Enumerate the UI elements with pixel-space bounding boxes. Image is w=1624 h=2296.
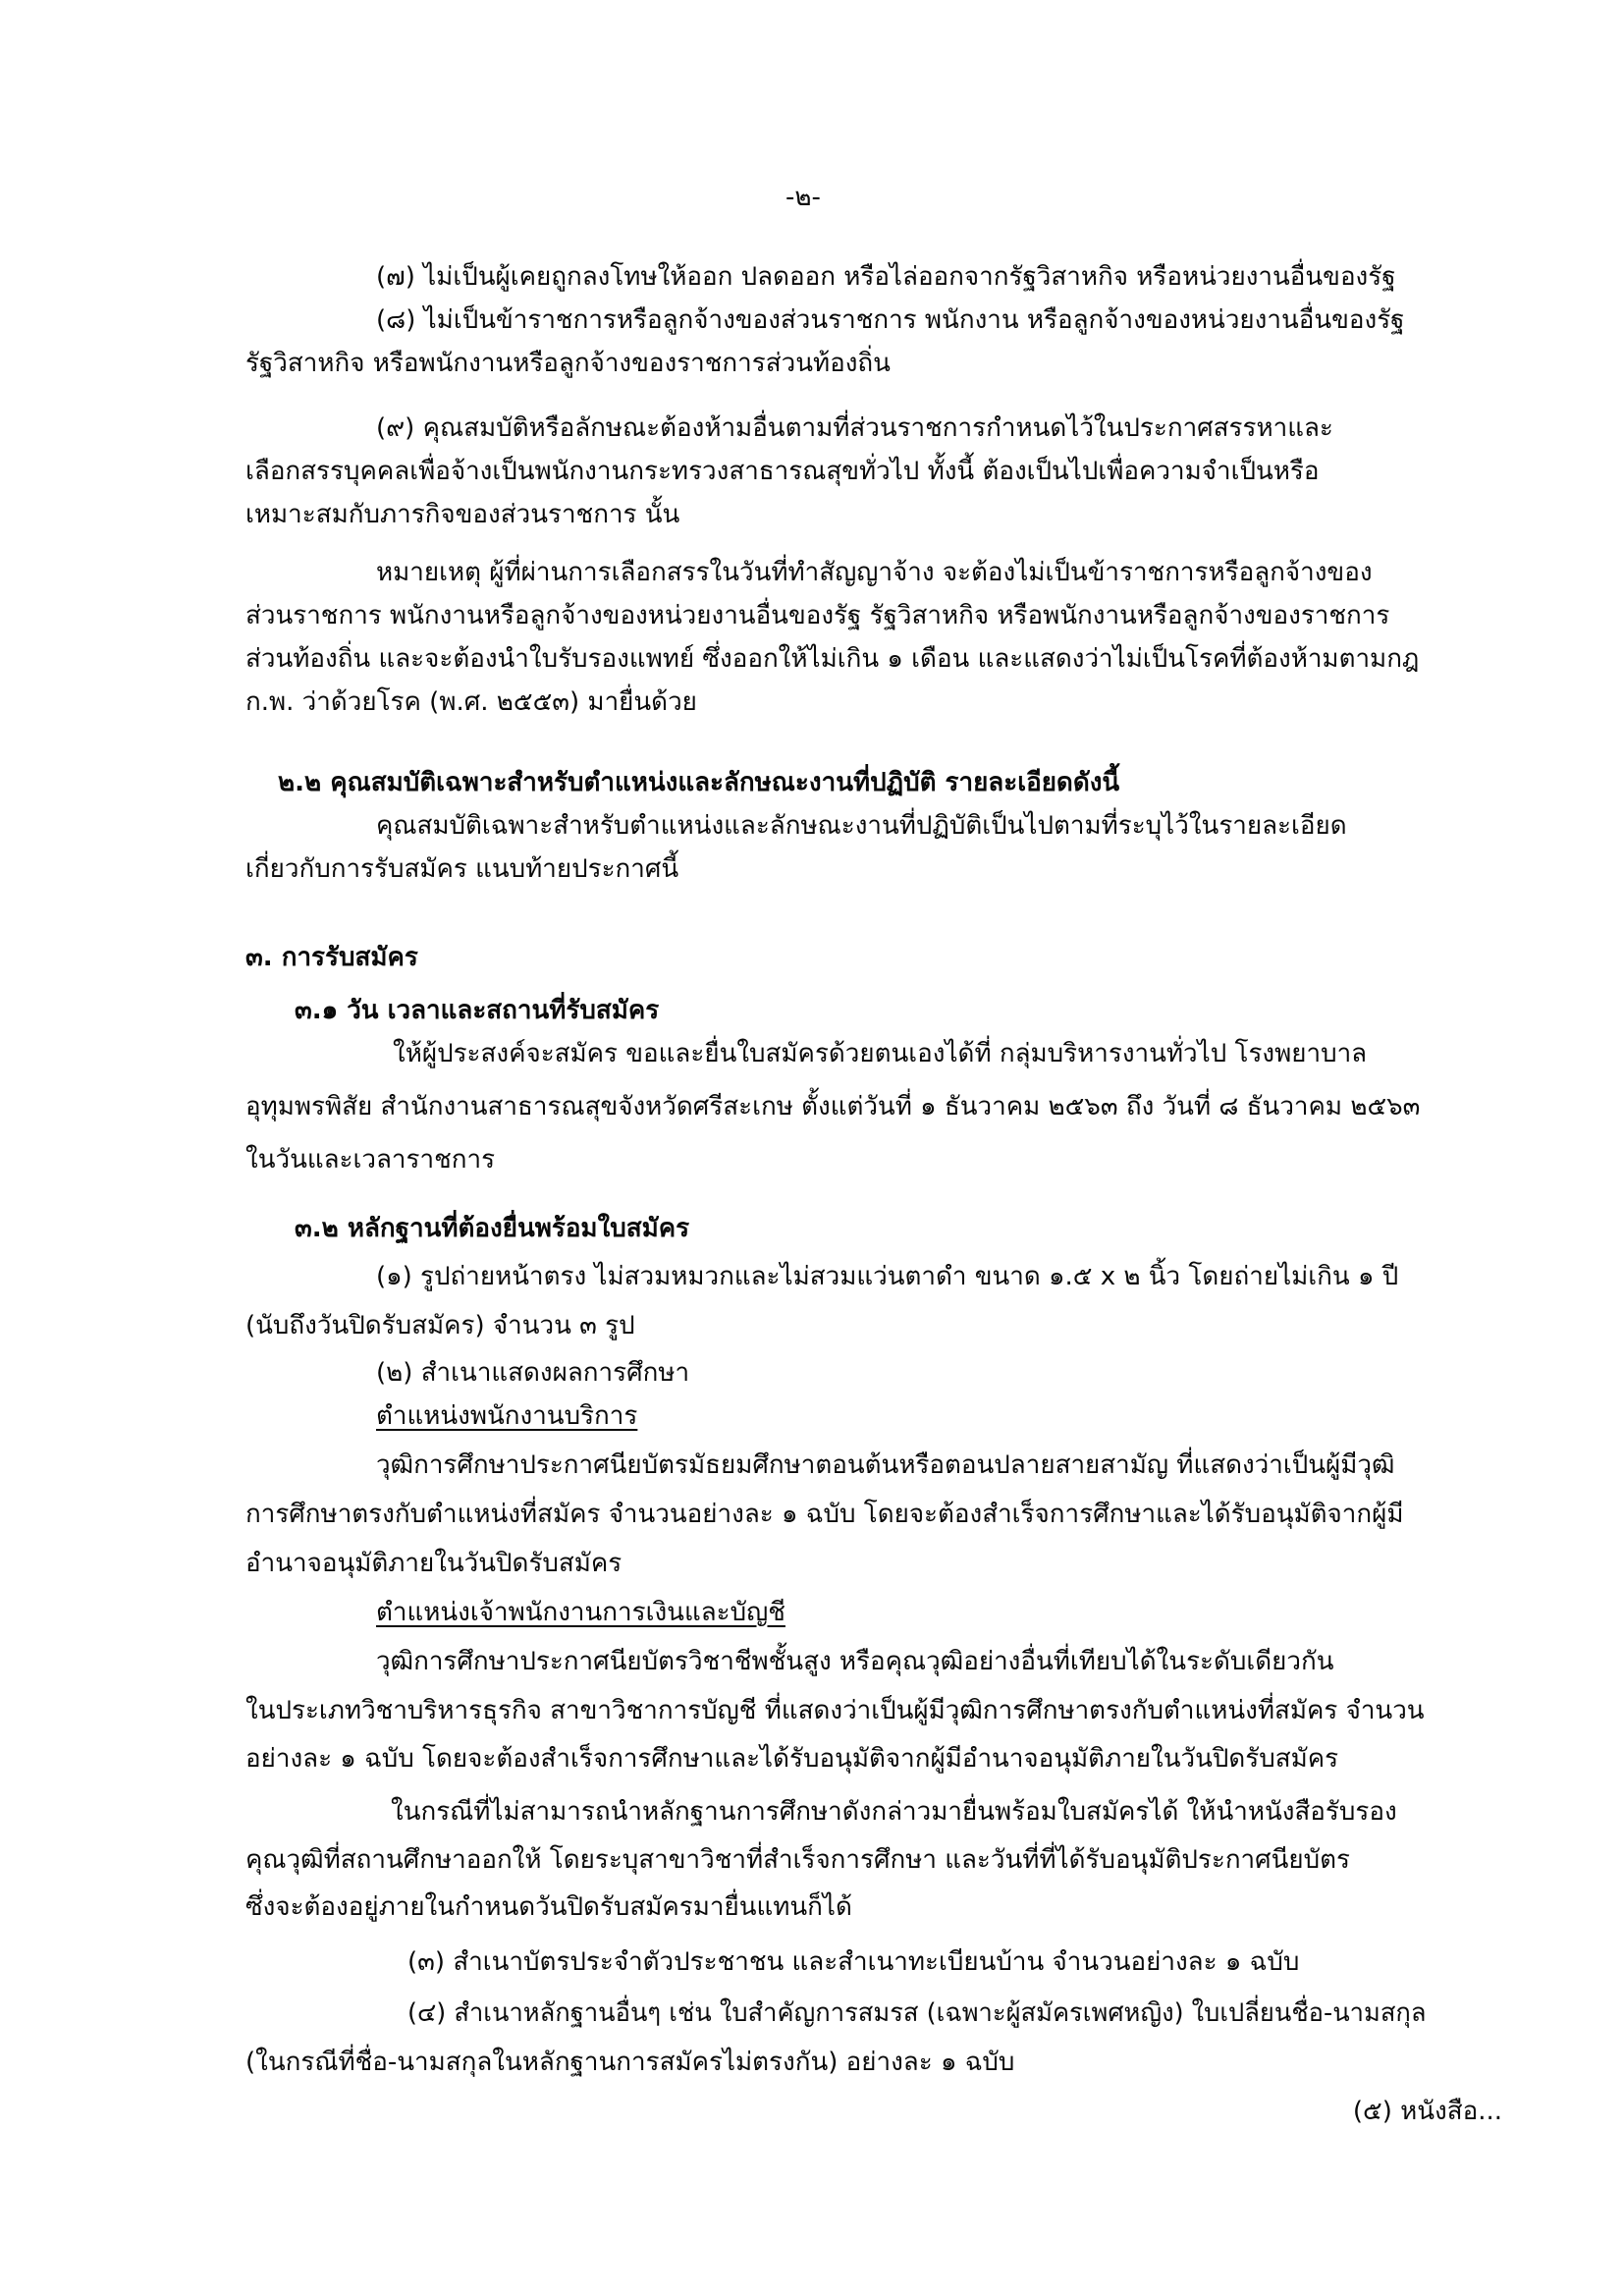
paragraph-line: ในประเภทวิชาบริหารธุรกิจ สาขาวิชาการบัญชี ที่แสดงว่าเป็นผู้มีวุฒิการศึกษาตรงกับตำแหน่งที่สมัคร จำนวน bbox=[245, 1696, 1425, 1725]
subsection-heading: ๓.๒ หลักฐานที่ต้องยื่นพร้อมใบสมัคร bbox=[295, 1214, 690, 1243]
paragraph-line: คุณสมบัติเฉพาะสำหรับตำแหน่งและลักษณะงานที่ปฏิบัติเป็นไปตามที่ระบุไว้ในรายละเอียด bbox=[376, 811, 1347, 841]
page-number: -๒- bbox=[785, 183, 821, 212]
note-line: ก.พ. ว่าด้วยโรค (พ.ศ. ๒๕๕๓) มายื่นด้วย bbox=[245, 687, 697, 717]
list-item: (๓) สำเนาบัตรประจำตัวประชาชน และสำเนาทะเบียนบ้าน จำนวนอย่างละ ๑ ฉบับ bbox=[407, 1947, 1300, 1977]
paragraph-line: อุทุมพรพิสัย สำนักงานสาธารณสุขจังหวัดศรีสะเกษ ตั้งแต่วันที่ ๑ ธันวาคม ๒๕๖๓ ถึง วันที่ ๘ ธันวาคม ๒๕๖๓ bbox=[245, 1092, 1421, 1121]
paragraph-line: รัฐวิสาหกิจ หรือพนักงานหรือลูกจ้างของราชการส่วนท้องถิ่น bbox=[245, 349, 891, 378]
paragraph-line: วุฒิการศึกษาประกาศนียบัตรมัธยมศึกษาตอนต้นหรือตอนปลายสายสามัญ ที่แสดงว่าเป็นผู้มีวุฒิ bbox=[376, 1450, 1395, 1480]
paragraph-line: (๙) คุณสมบัติหรือลักษณะต้องห้ามอื่นตามที่ส่วนราชการกำหนดไว้ในประกาศสรรหาและ bbox=[376, 413, 1333, 443]
paragraph-line: ซึ่งจะต้องอยู่ภายในกำหนดวันปิดรับสมัครมายื่นแทนก็ได้ bbox=[245, 1892, 852, 1922]
position-heading: ตำแหน่งเจ้าพนักงานการเงินและบัญชี bbox=[376, 1598, 785, 1627]
section-heading: ๓. การรับสมัคร bbox=[245, 943, 418, 972]
paragraph-line: ในวันและเวลาราชการ bbox=[245, 1145, 496, 1175]
paragraph-line: เกี่ยวกับการรับสมัคร แนบท้ายประกาศนี้ bbox=[245, 854, 679, 884]
paragraph-line: เหมาะสมกับภารกิจของส่วนราชการ นั้น bbox=[245, 500, 680, 529]
paragraph-line: ในกรณีที่ไม่สามารถนำหลักฐานการศึกษาดังกล่าวมายื่นพร้อมใบสมัครได้ ให้นำหนังสือรับรอง bbox=[391, 1797, 1397, 1827]
paragraph-line: (๘) ไม่เป็นข้าราชการหรือลูกจ้างของส่วนราชการ พนักงาน หรือลูกจ้างของหน่วยงานอื่นของรัฐ bbox=[376, 305, 1405, 335]
section-heading: ๒.๒ คุณสมบัติเฉพาะสำหรับตำแหน่งและลักษณะงานที่ปฏิบัติ รายละเอียดดังนี้ bbox=[278, 768, 1120, 797]
paragraph-line: วุฒิการศึกษาประกาศนียบัตรวิชาชีพชั้นสูง หรือคุณวุฒิอย่างอื่นที่เทียบได้ในระดับเดียวกัน bbox=[376, 1647, 1334, 1676]
subsection-heading: ๓.๑ วัน เวลาและสถานที่รับสมัคร bbox=[295, 996, 660, 1025]
paragraph-line: คุณวุฒิที่สถานศึกษาออกให้ โดยระบุสาขาวิชาที่สำเร็จการศึกษา และวันที่ที่ได้รับอนุมัติประกาศนียบัตร bbox=[245, 1845, 1351, 1875]
paragraph-line: เลือกสรรบุคคลเพื่อจ้างเป็นพนักงานกระทรวงสาธารณสุขทั่วไป ทั้งนี้ ต้องเป็นไปเพื่อความจำเป็นหรือ bbox=[245, 457, 1320, 486]
paragraph-line: (ในกรณีที่ชื่อ-นามสกุลในหลักฐานการสมัครไม่ตรงกัน) อย่างละ ๑ ฉบับ bbox=[245, 2048, 1015, 2077]
paragraph-line: อำนาจอนุมัติภายในวันปิดรับสมัคร bbox=[245, 1549, 623, 1578]
position-heading: ตำแหน่งพนักงานบริการ bbox=[376, 1401, 638, 1431]
paragraph-line: อย่างละ ๑ ฉบับ โดยจะต้องสำเร็จการศึกษาและได้รับอนุมัติจากผู้มีอำนาจอนุมัติภายในวันปิดรับสมัคร bbox=[245, 1744, 1339, 1774]
paragraph-line: (๗) ไม่เป็นผู้เคยถูกลงโทษให้ออก ปลดออก หรือไล่ออกจากรัฐวิสาหกิจ หรือหน่วยงานอื่นของรัฐ bbox=[376, 262, 1396, 292]
continuation-marker: (๕) หนังสือ... bbox=[1352, 2097, 1502, 2126]
note-line: ส่วนราชการ พนักงานหรือลูกจ้างของหน่วยงานอื่นของรัฐ รัฐวิสาหกิจ หรือพนักงานหรือลูกจ้างของราชการ bbox=[245, 601, 1390, 630]
list-item: (๑) รูปถ่ายหน้าตรง ไม่สวมหมวกและไม่สวมแว่นตาดำ ขนาด ๑.๕ x ๒ นิ้ว โดยถ่ายไม่เกิน ๑ ปี bbox=[376, 1262, 1399, 1291]
list-item: (๒) สำเนาแสดงผลการศึกษา bbox=[376, 1358, 690, 1388]
list-item: (๔) สำเนาหลักฐานอื่นๆ เช่น ใบสำคัญการสมรส (เฉพาะผู้สมัครเพศหญิง) ใบเปลี่ยนชื่อ-นามสกุล bbox=[407, 1998, 1427, 2028]
note-line: หมายเหตุ ผู้ที่ผ่านการเลือกสรรในวันที่ทำสัญญาจ้าง จะต้องไม่เป็นข้าราชการหรือลูกจ้างของ bbox=[376, 558, 1373, 587]
note-line: ส่วนท้องถิ่น และจะต้องนำใบรับรองแพทย์ ซึ่งออกให้ไม่เกิน ๑ เดือน และแสดงว่าไม่เป็นโรคที่ต้องห้ามตามกฎ bbox=[245, 644, 1420, 674]
paragraph-line: ให้ผู้ประสงค์จะสมัคร ขอและยื่นใบสมัครด้วยตนเองได้ที่ กลุ่มบริหารงานทั่วไป โรงพยาบาล bbox=[393, 1039, 1368, 1068]
paragraph-line: การศึกษาตรงกับตำแหน่งที่สมัคร จำนวนอย่างละ ๑ ฉบับ โดยจะต้องสำเร็จการศึกษาและได้รับอนุมัติจากผู้มี bbox=[245, 1500, 1404, 1529]
paragraph-line: (นับถึงวันปิดรับสมัคร) จำนวน ๓ รูป bbox=[245, 1311, 635, 1340]
